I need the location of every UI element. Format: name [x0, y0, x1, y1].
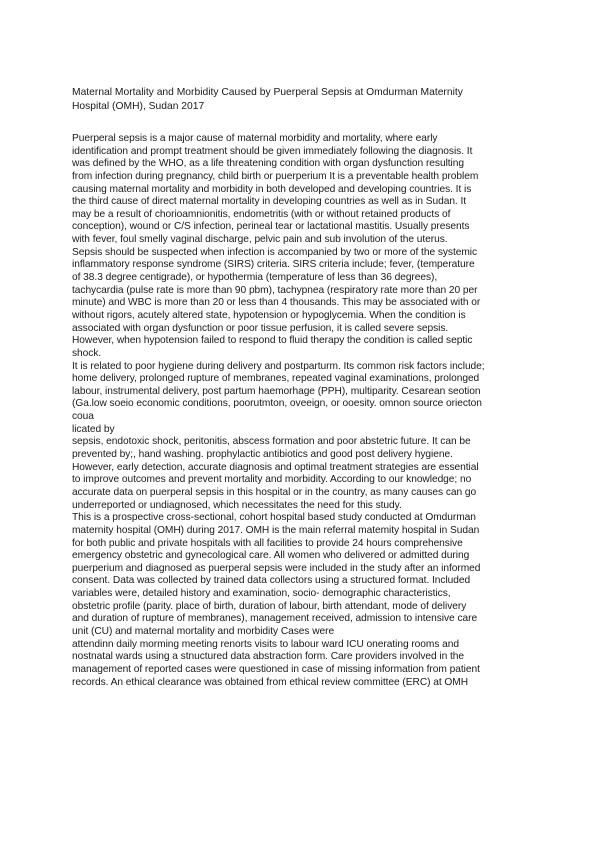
body-line: shock.: [72, 347, 102, 359]
body-line: records. An ethical clearance was obtained from ethical review committee (ERC) at OMH: [72, 676, 469, 688]
body-line: conception), wound or C/S infection, perineal tear or lactational mastitis. Usually presents: [72, 221, 470, 233]
body-line: emergency obstetric and gynecological care. All women who delivered or admitted during: [72, 550, 470, 562]
body-line: underreported or undiagnosed, which necessitates the need for this study.: [72, 499, 402, 511]
body-line: consent. Data was collected by trained data collectors using a structured format. Included: [72, 575, 471, 587]
title-line: Hospital (OMH), Sudan 2017: [72, 100, 205, 112]
body-line: coua: [72, 411, 94, 423]
body-line: identification and prompt treatment should be given immediately following the diagnosis. It: [72, 145, 473, 157]
body-line: maternity hospital (OMH) during 2017. OMH is the main referral matemity hospital in Sudan: [72, 524, 480, 536]
body-line: minute) and WBC is more than 20 or less than 4 thousands. This may be associated with or: [72, 297, 481, 309]
body-line: may be a result of chorioamnionitis, endometritis (with or without retained products of: [72, 208, 451, 220]
body-line: labour, instrumental delivery, post partum haemorhage (PPH), multiparity. Cesarean seotion: [72, 385, 481, 397]
document-title: [72, 86, 532, 113]
body-line: causing maternal mortality and morbidity in both developed and developing countries. It is: [72, 183, 472, 195]
body-line: with fever, foul smelly vaginal discharge, pelvic pain and sub involution of the uterus.: [72, 234, 448, 246]
body-line: home delivery, prolonged rupture of membranes, repeated vaginal examinations, prolonged: [72, 373, 480, 385]
body-line: (Ga.low soeio economic conditions, poorutmton, oveeign, or ooesity. omnon source oriecton: [72, 398, 482, 410]
body-line: without rigors, acutely altered state, hypotension or hypoglycemia. When the condition is: [72, 309, 466, 321]
body-line: prevented by;, hand washing. prophylactic antibiotics and good post delivery hygiene.: [72, 449, 453, 461]
body-line: unit (CU) and maternal mortality and morbidity Cases were: [72, 625, 335, 637]
body-line: licated by: [72, 423, 115, 435]
body-line: puerperium and diagnosed as puerperal sepsis were included in the study after an informed: [72, 562, 481, 574]
body-line: However, early detection, accurate diagnosis and optimal treatment strategies are essential: [72, 461, 479, 473]
body-line: associated with organ dysfunction or poor tissue perfusion, it is called severe sepsis.: [72, 322, 449, 334]
body-line: of 38.3 degree centigrade), or hypothermia (temperature of less than 36 degrees),: [72, 272, 438, 284]
body-line: nostnatal wards using a stnuctured data abstraction form. Care providers involved in the: [72, 651, 464, 663]
body-line: sepsis, endotoxic shock, peritonitis, abscess formation and poor abstetric future. It can be: [72, 436, 471, 448]
body-line: the third cause of direct maternal mortality in developing countries as well as in Sudan. It: [72, 196, 467, 208]
body-line: accurate data on puerperal sepsis in this hospital or in the country, as many causes can go: [72, 486, 477, 498]
body-line: It is related to poor hygiene during delivery and postparturm. Its common risk factors include;: [72, 360, 485, 372]
body-line: attendinn daily morming meeting renorts visits to labour ward ICU onerating rooms and: [72, 638, 460, 650]
body-line: was defined by the WHO, as a life threatening condition with organ dysfunction resulting: [72, 158, 465, 170]
body-line: management of reported cases were questioned in case of missing information from patient: [72, 663, 480, 675]
document-body: [72, 133, 522, 689]
body-line: inflammatory response syndrome (SIRS) criteria. SIRS criteria include; fever, (temperature: [72, 259, 475, 271]
body-line: from infection during pregnancy, child birth or puerperium It is a preventable health problem: [72, 170, 479, 182]
body-line: for both public and private hospitals with all facilities to provide 24 hours comprehensive: [72, 537, 463, 549]
body-line: Puerperal sepsis is a major cause of maternal morbidity and mortality, where early: [72, 133, 438, 144]
body-line: This is a prospective cross-sectional, cohort hospital based study conducted at Omdurman: [72, 512, 476, 524]
body-line: tachycardia (pulse rate is more than 90 pbm), tachypnea (respiratory rate more than 20 per: [72, 284, 478, 296]
body-line: Sepsis should be suspected when infection is accompanied by two or more of the systemic: [72, 246, 478, 258]
body-line: However, when hypotension failed to respond to fluid therapy the condition is called septic: [72, 335, 473, 347]
body-line: to improve outcomes and prevent mortality and morbidity. According to our knowledge; no: [72, 474, 472, 486]
title-line: Maternal Mortality and Morbidity Caused by Puerperal Sepsis at Omdurman Maternity: [72, 87, 463, 98]
body-line: variables were, detailed history and examination, socio- demographic characteristics,: [72, 588, 451, 600]
body-line: and duration of rupture of membranes), management received, admission to intensive care: [72, 613, 478, 625]
body-line: obstetric profile (parity. place of birth, duration of labour, birth attendant, mode of delivery: [72, 600, 467, 612]
